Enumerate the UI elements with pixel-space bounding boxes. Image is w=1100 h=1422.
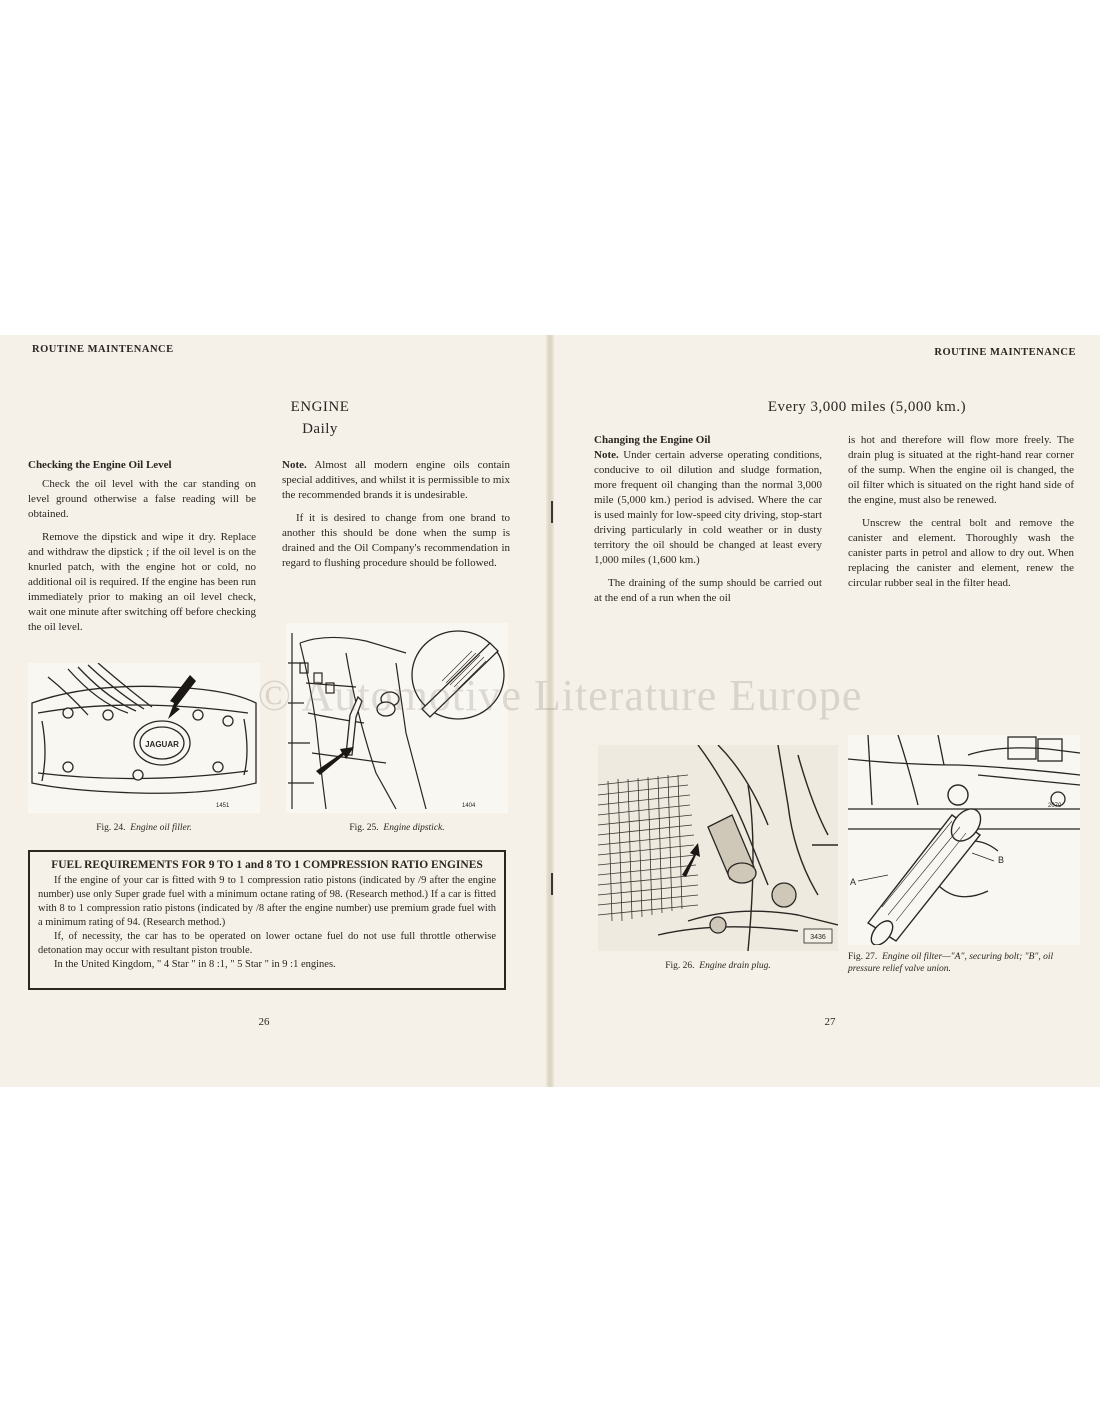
right-column-2 — [848, 433, 1074, 599]
note-label: Note. — [594, 449, 619, 461]
figure-number: Fig. 25. — [349, 823, 379, 833]
paragraph: Remove the dipstick and wipe it dry. Replace and withdraw the dipstick ; if the oil level is on the knurled patch, with the engine hot or cold, no additional oil is required. If the engine has been run immediately prior to making an oil level check, wait one minute after switching off before checking the oil level. — [28, 531, 256, 633]
figure-number: Fig. 24. — [96, 823, 126, 833]
section-title: ENGINE — [290, 399, 350, 415]
note-text: Almost all modern engine oils contain special additives, and whilst it is permissible to mix the recommended brands it is undesirable. — [282, 459, 510, 501]
note-paragraph — [594, 448, 822, 568]
fig-26-caption — [598, 961, 838, 971]
page-number: 27 — [824, 1016, 836, 1028]
paragraph: Check the oil level with the car standing on level ground otherwise a false reading will be obtained. — [28, 478, 256, 520]
figure-ref-number: 2070 — [1048, 803, 1062, 809]
running-head: ROUTINE MAINTENANCE — [32, 344, 174, 355]
fig-24-caption — [28, 823, 260, 833]
subheading: Changing the Engine Oil — [594, 434, 711, 446]
figure-ref-number: 3436 — [810, 934, 826, 941]
figure-ref-number: 1404 — [462, 803, 476, 809]
figure-number: Fig. 26. — [665, 961, 695, 971]
fig-26-illustration — [598, 745, 838, 951]
fuel-paragraph: In the United Kingdom, " 4 Star " in 8 :1, " 5 Star " in 9 :1 engines. — [54, 959, 336, 970]
figure-number: Fig. 27. — [848, 952, 878, 962]
label-b: B — [998, 855, 1005, 865]
engine-oil-filter-drawing — [848, 735, 1080, 945]
fuel-paragraph: If, of necessity, the car has to be operated on lower octane fuel do not use full throttle otherwise detonation may occur with resultant piston trouble. — [38, 931, 496, 956]
right-column-1 — [594, 433, 822, 614]
note-paragraph — [282, 458, 510, 503]
subheading: Checking the Engine Oil Level — [28, 459, 172, 471]
watermark: © Automotive Literature Europe — [257, 671, 863, 720]
note-label: Note. — [282, 459, 307, 471]
paragraph: If it is desired to change from one brand to another this should be done when the sump is drained and the Oil Company's recommendation in regard to flushing procedure should be followed. — [282, 512, 510, 569]
label-a: A — [850, 877, 857, 887]
figure-caption-text: Engine oil filter—"A", securing bolt; "B", oil pressure relief valve union. — [848, 952, 1054, 974]
arrow-icon — [316, 747, 354, 775]
engine-drain-plug-drawing — [598, 745, 838, 951]
figure-ref-number: 1451 — [216, 803, 230, 809]
note-text: Under certain adverse operating conditions, conducive to oil dilution and sludge formation, more frequent oil changing than the normal 3,000 mile (5,000 km.) period is advised. Where the car is used mainly for low-speed city driving, stop-start driving particularly in cold weather or in dusty territory the oil should be changed at least every 1,000 miles (1,600 km.) — [594, 449, 823, 566]
section-subtitle: Daily — [302, 421, 338, 437]
jaguar-cap-label: JAGUAR — [145, 740, 179, 749]
left-column-1 — [28, 458, 256, 643]
paragraph: is hot and therefore will flow more freely. The drain plug is situated at the right-hand rear corner of the sump. When the engine oil is changed, the oil filter which is situated on the right hand side of the engine, must also be renewed. — [848, 434, 1074, 506]
figure-caption-text: Engine drain plug. — [699, 961, 771, 971]
fuel-paragraph: If the engine of your car is fitted with 9 to 1 compression ratio pistons (indicated by /9 after the engine number) use only Super grade fuel with a minimum octane rating of 98. (Research method.) If a car is fitted with 8 to 1 compression ratio pistons (indicated by /8 after the engine number) use premium grade fuel with a minimum rating of 94. (Research method.) — [38, 875, 496, 928]
paragraph: Unscrew the central bolt and remove the canister and element. Thoroughly wash the canister parts in petrol and allow to dry out. When replacing the canister and element, renew the circular rubber seal in the filter head. — [848, 517, 1074, 589]
fig-27-caption — [848, 951, 1080, 975]
fig-25-caption — [286, 823, 508, 833]
fuel-requirements-box — [28, 850, 506, 990]
page-number: 26 — [258, 1016, 270, 1028]
fig-27-illustration — [848, 735, 1080, 945]
fuel-box-title: FUEL REQUIREMENTS FOR 9 TO 1 and 8 TO 1 COMPRESSION RATIO ENGINES — [51, 859, 483, 871]
manual-spread — [0, 335, 1100, 1087]
figure-caption-text: Engine dipstick. — [383, 823, 445, 833]
figure-caption-text: Engine oil filler. — [130, 823, 192, 833]
running-head: ROUTINE MAINTENANCE — [934, 347, 1076, 358]
left-column-2 — [282, 458, 510, 579]
paragraph: The draining of the sump should be carried out at the end of a run when the oil — [594, 577, 822, 604]
section-title: Every 3,000 miles (5,000 km.) — [767, 399, 967, 415]
